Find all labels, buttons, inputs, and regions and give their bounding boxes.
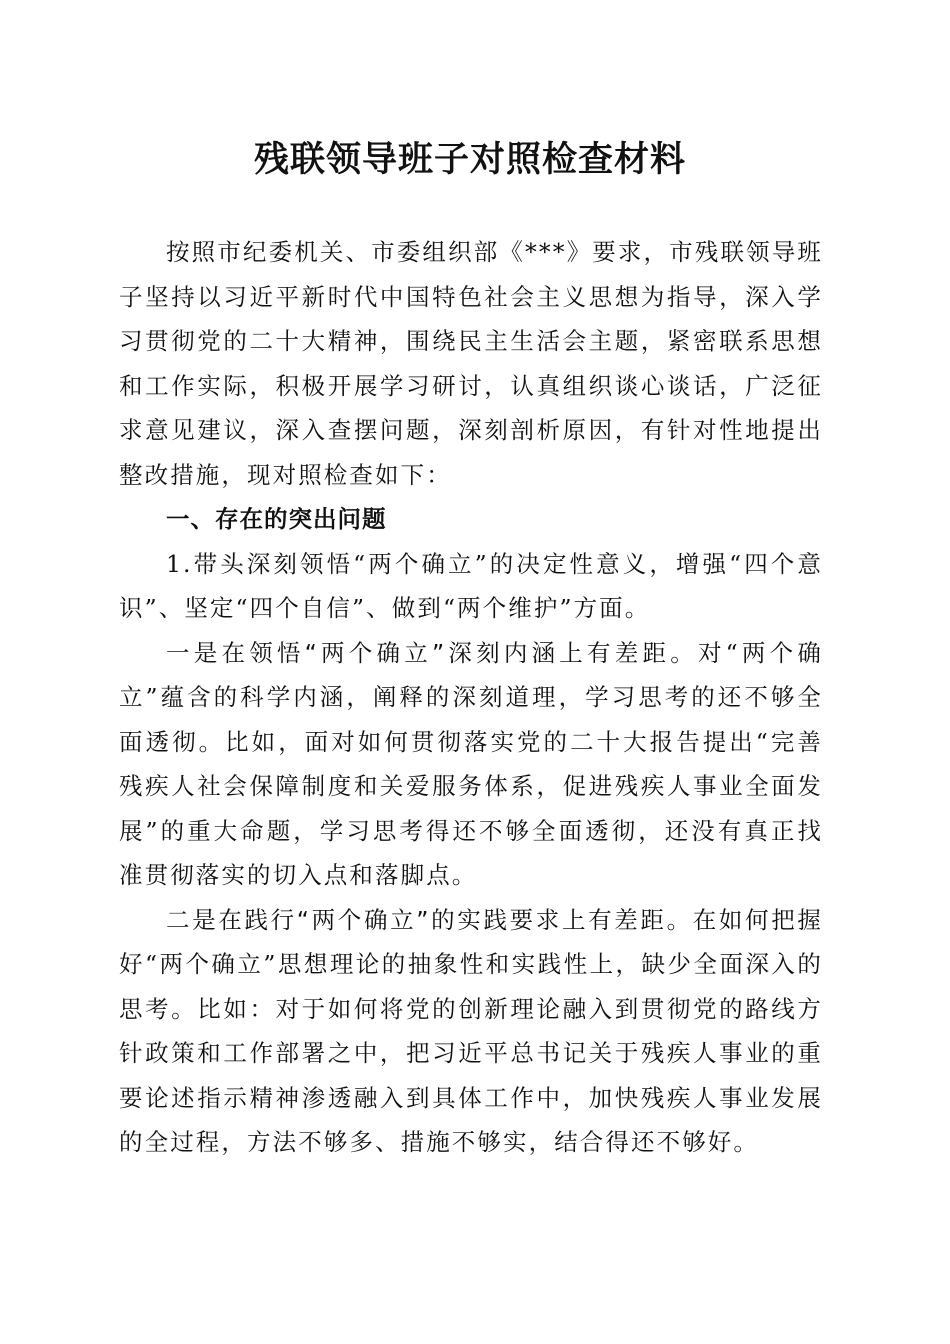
intro-paragraph: 按照市纪委机关、市委组织部《***》要求，市残联领导班子坚持以习近平新时代中国特色社会主义思想为指导，深入学习贯彻党的二十大精神，围绕民主生活会主题，紧密联系思想和工作实际，积极开展学习研讨，认真组织谈心谈话，广泛征求意见建议，深入查摆问题，深刻剖析原因，有针对性地提出整改措施，现对照检查如下： [119, 238, 823, 489]
item-1-paragraph: 1.带头深刻领悟“两个确立”的决定性意义，增强“四个意识”、坚定“四个自信”、做到“两个维护”方面。 [119, 549, 823, 622]
point-1-body: 对“两个确立”蕴含的科学内涵，阐释的深刻道理，学习思考的还不够全面透彻。比如，面对如何贯彻落实党的二十大报告提出“完善残疾人社会保障制度和关爱服务体系，促进残疾人事业全面发展”的重大命题，学习思考得还不够全面透彻，还没有真正找准贯彻落实的切入点和落脚点。 [119, 638, 823, 889]
point-2-lead: 二是在践行“两个确立”的实践要求上有差距。 [166, 905, 693, 934]
point-1-paragraph [119, 631, 823, 898]
section-heading: 一、存在的突出问题 [166, 505, 387, 533]
point-2-paragraph [119, 898, 823, 1165]
point-2-body: 在如何把握好“两个确立”思想理论的抽象性和实践性上，缺少全面深入的思考。比如：对于如何将党的创新理论融入到贯彻党的路线方针政策和工作部署之中，把习近平总书记关于残疾人事业的重要论述指示精神渗透融入到具体工作中，加快残疾人事业发展的全过程，方法不够多、措施不够实，结合得还不够好。 [119, 905, 823, 1156]
document-body [119, 230, 823, 1165]
point-1-lead: 一是在领悟“两个确立”深刻内涵上有差距。 [166, 638, 698, 667]
document-title: 残联领导班子对照检查材料 [253, 139, 686, 180]
